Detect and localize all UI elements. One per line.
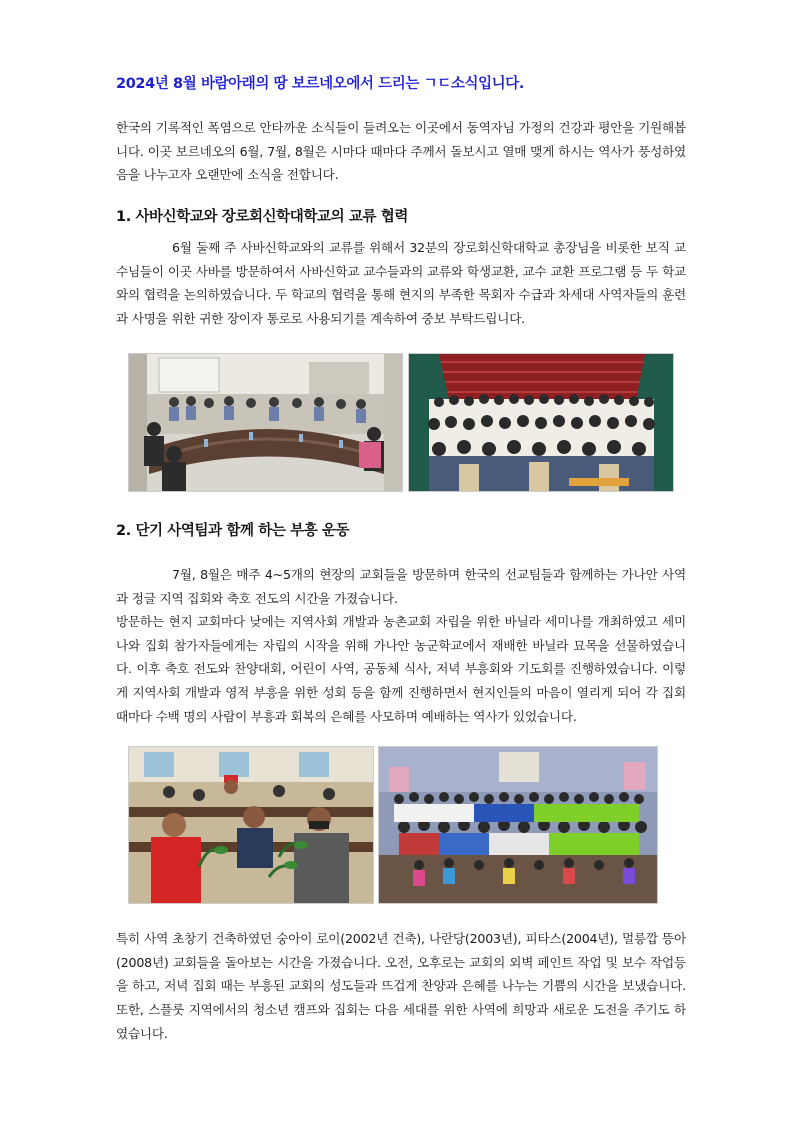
section-2-body-1: 7월, 8월은 매주 4~5개의 현장의 교회들을 방문하며 한국의 선교팀들과 함께하는 가나안 사역과 정글 지역 집회와 축호 전도의 시간을 가졌습니다. <box>116 567 686 606</box>
vanilla-seedlings-photo <box>128 746 374 904</box>
church-group-photo <box>378 746 658 904</box>
section-1-body: 6월 둘째 주 사바신학교와의 교류를 위해서 32분의 장로회신학대학교 총장님을 비롯한 보직 교수님들이 이곳 사바를 방문하여서 사바신학교 교수들과의 교류와 학생교환, 교수 교환 프로그램 등 두 학교와의 협력을 논의하였습니다. 두 학교의 협력을 통해 현지의 부족한 목회자 수급과 차세대 사역자들의 훈련과 사명을 위한 귀한 장이자 통로로 사용되기를 계속하여 중보 부탁드립니다. <box>116 240 686 327</box>
section-2-body-2: 방문하는 현지 교회마다 낮에는 지역사회 개발과 농촌교회 자립을 위한 바닐라 세미나를 개최하였고 세미나와 집회 참가자들에게는 자립의 시작을 위해 가나안 농군학교에서 재배한 바닐라 묘목을 선물하였습니다. 이후 축호 전도와 찬양대회, 어린이 사역, 공동체 식사, 저녁 부흥회와 기도회를 진행하였습니다. 이렇게 지역사회 개발과 영적 부흥을 위한 성회 등을 함께 진행하면서 현지인들의 마음이 열리게 되어 각 집회 때마다 수백 명의 사람이 부흥과 회복의 은혜를 사모하며 예배하는 역사가 있었습니다. <box>116 614 686 724</box>
section-2-body-3: 특히 사역 초창기 건축하였던 숭아이 로이(2002년 건축), 나란당(2003년), 피타스(2004년), 멀릉깝 뜽아(2008년) 교회들을 돌아보는 시간을 가졌습니다. 오전, 오후로는 교회의 외벽 페인트 작업 및 보수 작업등을 하고, 저녁 집회 때는 부흥된 교회의 성도들과 뜨겁게 찬양과 은혜를 나누는 기쁨의 시간을 보냈습니다. 또한, 스플룻 지역에서의 청소년 캠프와 집회는 다음 세대를 위한 사역에 희망과 새로운 도전을 주기도 하였습니다. <box>116 931 686 1041</box>
meeting-photo <box>128 353 403 492</box>
intro-paragraph: 한국의 기록적인 폭염으로 안타까운 소식들이 들려오는 이곳에서 동역자님 가정의 건강과 평안을 기원해봅니다. 이곳 보르네오의 6월, 7월, 8월은 시마다 때마다 주께서 돌보시고 열매 맺게 하시는 역사가 풍성하였음을 나누고자 오랜만에 소식을 전합니다. <box>116 120 686 183</box>
page-title: 2024년 8월 바람아래의 땅 보르네오에서 드리는 ㄱㄷ소식입니다. <box>116 76 525 92</box>
group-photo-auditorium <box>408 353 674 492</box>
section-1-heading: 1. 사바신학교와 장로회신학대학교의 교류 협력 <box>116 209 408 225</box>
section-2-heading: 2. 단기 사역팀과 함께 하는 부흥 운동 <box>116 523 350 539</box>
